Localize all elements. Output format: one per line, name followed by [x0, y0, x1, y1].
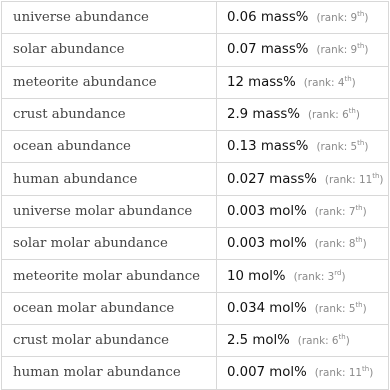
- rank-ordinal-suffix: th: [355, 203, 363, 212]
- table-row: [2, 260, 389, 292]
- rank-note: (rank: 7th): [314, 203, 367, 218]
- property-label: human abundance: [2, 163, 217, 195]
- property-value: 0.003 mol%: [227, 236, 307, 252]
- property-value-cell: [217, 66, 389, 98]
- property-label: universe abundance: [2, 2, 217, 34]
- property-label: solar abundance: [2, 34, 217, 66]
- rank-ordinal-suffix: th: [344, 74, 352, 83]
- table-row: [2, 163, 389, 195]
- property-value-cell: [217, 2, 389, 34]
- rank-note: (rank: 4th): [303, 74, 356, 89]
- property-value: 0.027 mass%: [227, 171, 317, 187]
- property-value: 2.9 mass%: [227, 107, 300, 123]
- rank-note: (rank: 9th): [316, 42, 369, 57]
- rank-note: (rank: 11th): [324, 171, 384, 186]
- property-value-cell: [217, 195, 389, 227]
- rank-ordinal-suffix: th: [357, 10, 365, 19]
- property-value: 0.06 mass%: [227, 10, 309, 26]
- table-row: [2, 228, 389, 260]
- table-row: [2, 292, 389, 324]
- property-label: ocean abundance: [2, 131, 217, 163]
- property-value-cell: [217, 324, 389, 356]
- rank-ordinal-suffix: th: [355, 300, 363, 309]
- table-row: [2, 34, 389, 66]
- rank-note: (rank: 9th): [316, 10, 369, 25]
- table-row: [2, 131, 389, 163]
- rank-note: (rank: 3rd): [293, 268, 346, 283]
- table-row: [2, 2, 389, 34]
- property-label: ocean molar abundance: [2, 292, 217, 324]
- rank-note: (rank: 6th): [297, 333, 350, 348]
- rank-ordinal-suffix: th: [362, 365, 370, 374]
- property-label: human molar abundance: [2, 357, 217, 389]
- property-value: 0.13 mass%: [227, 139, 309, 155]
- property-value: 0.034 mol%: [227, 300, 307, 316]
- property-value-cell: [217, 292, 389, 324]
- table-row: [2, 66, 389, 98]
- property-value: 0.07 mass%: [227, 42, 309, 58]
- property-label: solar molar abundance: [2, 228, 217, 260]
- property-value-cell: [217, 228, 389, 260]
- rank-ordinal-suffix: th: [348, 107, 356, 116]
- rank-note: (rank: 5th): [314, 300, 367, 315]
- property-value-cell: [217, 357, 389, 389]
- rank-note: (rank: 8th): [314, 236, 367, 251]
- rank-ordinal-suffix: rd: [334, 268, 342, 277]
- rank-ordinal-suffix: th: [338, 333, 346, 342]
- property-value-cell: [217, 98, 389, 130]
- table-row: [2, 357, 389, 389]
- abundance-table: [1, 1, 389, 390]
- rank-ordinal-suffix: th: [372, 171, 380, 180]
- property-value-cell: [217, 260, 389, 292]
- table-row: [2, 195, 389, 227]
- rank-note: (rank: 6th): [307, 107, 360, 122]
- property-label: meteorite abundance: [2, 66, 217, 98]
- property-value: 0.003 mol%: [227, 203, 307, 219]
- property-value-cell: [217, 163, 389, 195]
- property-value: 10 mol%: [227, 268, 286, 284]
- rank-ordinal-suffix: th: [357, 42, 365, 51]
- rank-ordinal-suffix: th: [357, 139, 365, 148]
- property-value-cell: [217, 131, 389, 163]
- property-value-cell: [217, 34, 389, 66]
- rank-note: (rank: 5th): [316, 139, 369, 154]
- property-value: 12 mass%: [227, 74, 296, 90]
- table-row: [2, 98, 389, 130]
- property-value: 0.007 mol%: [227, 365, 307, 381]
- property-label: crust abundance: [2, 98, 217, 130]
- property-value: 2.5 mol%: [227, 333, 290, 349]
- property-label: meteorite molar abundance: [2, 260, 217, 292]
- property-label: crust molar abundance: [2, 324, 217, 356]
- table-row: [2, 324, 389, 356]
- rank-ordinal-suffix: th: [355, 236, 363, 245]
- rank-note: (rank: 11th): [314, 365, 374, 380]
- property-label: universe molar abundance: [2, 195, 217, 227]
